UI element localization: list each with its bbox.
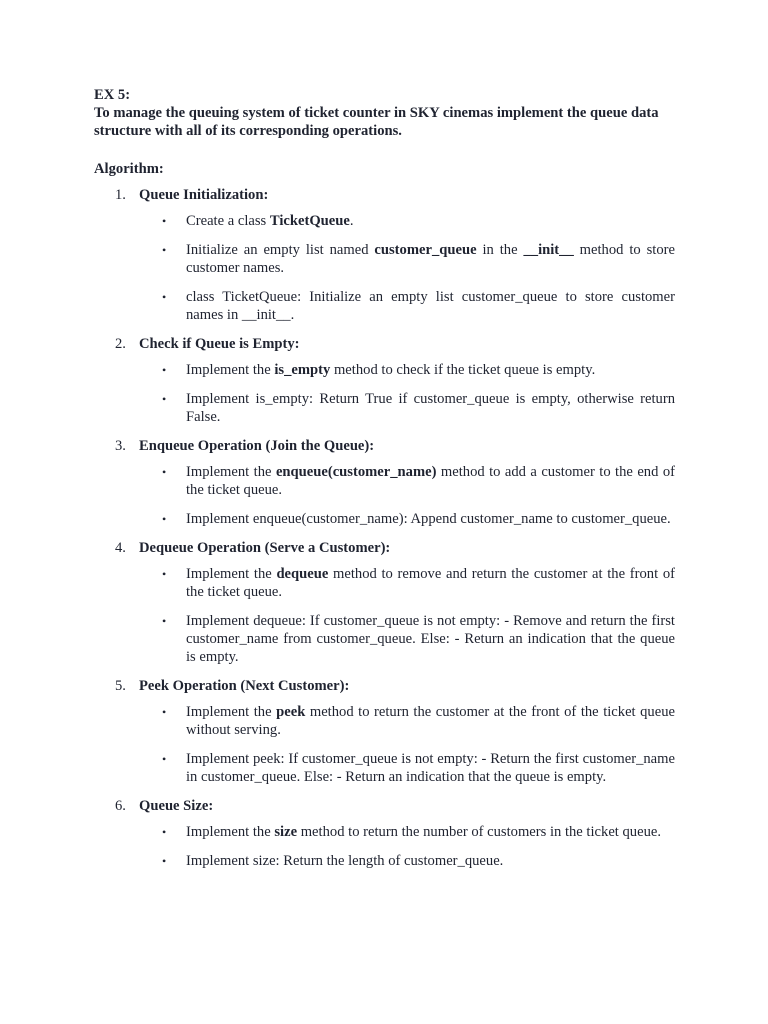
bullet-item — [139, 390, 675, 426]
bullet-item — [139, 212, 675, 230]
bullet-item — [139, 565, 675, 601]
bullet-item — [139, 241, 675, 277]
bullet-item — [139, 612, 675, 666]
step-title: Dequeue Operation (Serve a Customer): — [139, 540, 391, 556]
bullet-text: class TicketQueue: Initialize an empty list customer_queue to store customer names in __init__. — [186, 289, 675, 323]
bullet-item — [139, 463, 675, 499]
bullet-item — [139, 750, 675, 786]
bullet-text-bold: dequeue — [276, 566, 329, 582]
algorithm-step — [94, 335, 675, 426]
bullet-item — [139, 510, 675, 528]
document-page — [94, 86, 675, 881]
step-number: 3. — [115, 438, 126, 454]
bullet-dot-icon: • — [162, 363, 167, 377]
bullet-dot-icon: • — [162, 465, 167, 479]
algorithm-steps — [94, 186, 675, 870]
bullet-item — [139, 852, 675, 870]
algorithm-step — [94, 186, 675, 324]
bullet-text: Create a class — [186, 213, 270, 229]
bullet-text: Implement the — [186, 824, 275, 840]
bullet-item — [139, 361, 675, 379]
bullet-text: Implement the — [186, 704, 277, 720]
step-title: Queue Size: — [139, 798, 214, 814]
bullet-text: Implement the — [186, 362, 275, 378]
bullet-dot-icon: • — [162, 705, 167, 719]
bullet-dot-icon: • — [162, 752, 167, 766]
bullet-text-bold: __init__ — [523, 242, 574, 258]
bullet-text: method to return the number of customers in the ticket queue. — [297, 824, 661, 840]
exercise-description: To manage the queuing system of ticket counter in SKY cinemas implement the queue data structure with all of its corresponding operations. — [94, 105, 659, 139]
step-title: Enqueue Operation (Join the Queue): — [139, 438, 375, 454]
bullet-text-bold: is_empty — [274, 362, 331, 378]
bullet-text: in the — [476, 242, 524, 258]
step-bullet-list — [139, 212, 675, 324]
step-bullet-list — [139, 463, 675, 528]
step-title: Peek Operation (Next Customer): — [139, 678, 350, 694]
bullet-text: method to check if the ticket queue is empty. — [330, 362, 596, 378]
bullet-dot-icon: • — [162, 567, 167, 581]
bullet-text-bold: TicketQueue — [269, 213, 350, 229]
bullet-text: . — [349, 213, 354, 229]
bullet-text: method to remove and return the customer at the front of the ticket queue. — [186, 566, 675, 600]
algorithm-step — [94, 797, 675, 870]
step-bullet-list — [139, 823, 675, 870]
bullet-text: Initialize an empty list named — [186, 242, 375, 258]
bullet-text: method to return the customer at the front of the ticket queue without serving. — [186, 704, 675, 738]
step-number: 6. — [115, 798, 126, 814]
bullet-dot-icon: • — [162, 614, 167, 628]
bullet-text-bold: size — [274, 824, 298, 840]
bullet-text: Implement dequeue: If customer_queue is not empty: - Remove and return the first customer_name from customer_queue. Else: - Return an indication that the queue is empty. — [186, 613, 675, 665]
step-bullet-list — [139, 565, 675, 666]
step-title: Check if Queue is Empty: — [139, 336, 300, 352]
exercise-label: EX 5: — [94, 87, 131, 103]
bullet-item — [139, 703, 675, 739]
algorithm-heading: Algorithm: — [94, 161, 164, 177]
bullet-dot-icon: • — [162, 290, 167, 304]
bullet-text: Implement enqueue(customer_name): Append customer_name to customer_queue. — [186, 511, 671, 527]
bullet-text: method to add a customer to the end of the ticket queue. — [186, 464, 675, 498]
bullet-text: Implement is_empty: Return True if customer_queue is empty, otherwise return False. — [186, 391, 675, 425]
bullet-text: Implement the — [186, 566, 277, 582]
bullet-dot-icon: • — [162, 825, 167, 839]
bullet-text: Implement the — [186, 464, 276, 480]
bullet-text-bold: peek — [276, 704, 306, 720]
bullet-dot-icon: • — [162, 243, 167, 257]
step-bullet-list — [139, 703, 675, 786]
bullet-dot-icon: • — [162, 854, 167, 868]
step-bullet-list — [139, 361, 675, 426]
bullet-item — [139, 288, 675, 324]
algorithm-step — [94, 437, 675, 528]
bullet-text: method to store customer names. — [186, 242, 675, 276]
bullet-item — [139, 823, 675, 841]
step-number: 2. — [115, 336, 126, 352]
bullet-text-bold: enqueue(customer_name) — [275, 464, 437, 480]
step-number: 4. — [115, 540, 126, 556]
step-title: Queue Initialization: — [139, 187, 269, 203]
bullet-dot-icon: • — [162, 512, 167, 526]
step-number: 1. — [115, 187, 126, 203]
bullet-text: Implement size: Return the length of customer_queue. — [186, 853, 504, 869]
algorithm-step — [94, 539, 675, 666]
bullet-text-bold: customer_queue — [374, 242, 477, 258]
step-number: 5. — [115, 678, 126, 694]
bullet-text: Implement peek: If customer_queue is not empty: - Return the first customer_name in customer_queue. Else: - Return an indication that the queue is empty. — [186, 751, 675, 785]
bullet-dot-icon: • — [162, 214, 167, 228]
bullet-dot-icon: • — [162, 392, 167, 406]
algorithm-step — [94, 677, 675, 786]
